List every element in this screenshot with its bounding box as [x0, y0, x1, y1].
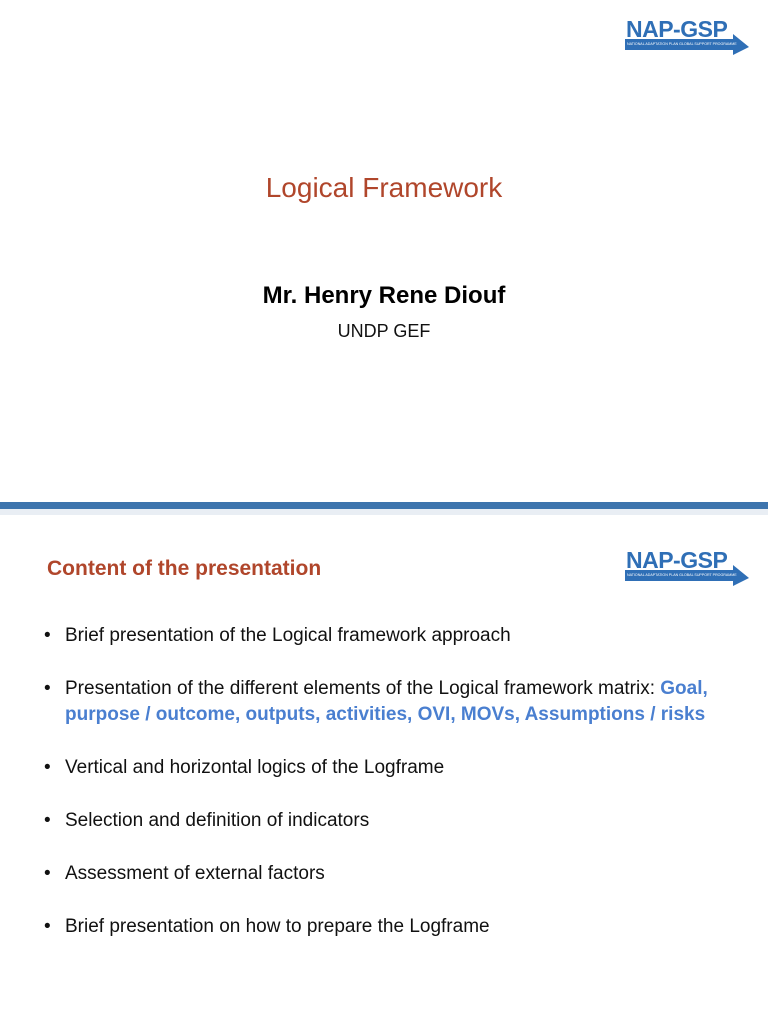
bullet-dot-icon: • — [44, 678, 51, 699]
content-title: Content of the presentation — [47, 557, 322, 580]
slide-divider — [0, 502, 768, 509]
bullet-text: Brief presentation of the Logical framework approach — [65, 625, 511, 646]
logo-subtitle: NATIONAL ADAPTATION PLAN GLOBAL SUPPORT PROGRAMME — [627, 573, 737, 577]
title-slide — [0, 0, 768, 502]
bullet-dot-icon: • — [44, 916, 51, 937]
bullet-item — [44, 623, 724, 649]
logo-text: NAP-GSP — [626, 547, 728, 573]
bullet-dot-icon: • — [44, 810, 51, 831]
bullet-text: Brief presentation on how to prepare the Logframe — [65, 916, 490, 937]
nap-gsp-logo — [625, 548, 749, 588]
bullet-dot-icon: • — [44, 863, 51, 884]
bullet-text: Vertical and horizontal logics of the Logframe — [65, 757, 445, 778]
logo-subtitle: NATIONAL ADAPTATION PLAN GLOBAL SUPPORT PROGRAMME — [627, 42, 737, 46]
logo-text: NAP-GSP — [626, 16, 728, 42]
bullet-item — [44, 755, 724, 781]
bullet-item — [44, 808, 724, 834]
bullet-highlight: Goal, purpose / outcome, outputs, activities, OVI, MOVs, Assumptions / risks — [65, 678, 708, 725]
bullet-text: Selection and definition of indicators — [65, 810, 370, 831]
bullet-dot-icon: • — [44, 625, 51, 646]
bullet-dot-icon: • — [44, 757, 51, 778]
slide-title: Logical Framework — [265, 172, 503, 203]
content-slide — [0, 515, 768, 1024]
bullet-text: Presentation of the different elements of the Logical framework matrix: — [65, 678, 661, 699]
bullet-text: Assessment of external factors — [65, 863, 325, 884]
bullet-item — [44, 676, 724, 728]
content-bullet-list — [44, 623, 724, 967]
bullet-item — [44, 914, 724, 940]
presenter-organization: UNDP GEF — [337, 321, 431, 341]
nap-gsp-logo — [625, 17, 749, 57]
presenter-name: Mr. Henry Rene Diouf — [262, 282, 506, 309]
bullet-item — [44, 861, 724, 887]
